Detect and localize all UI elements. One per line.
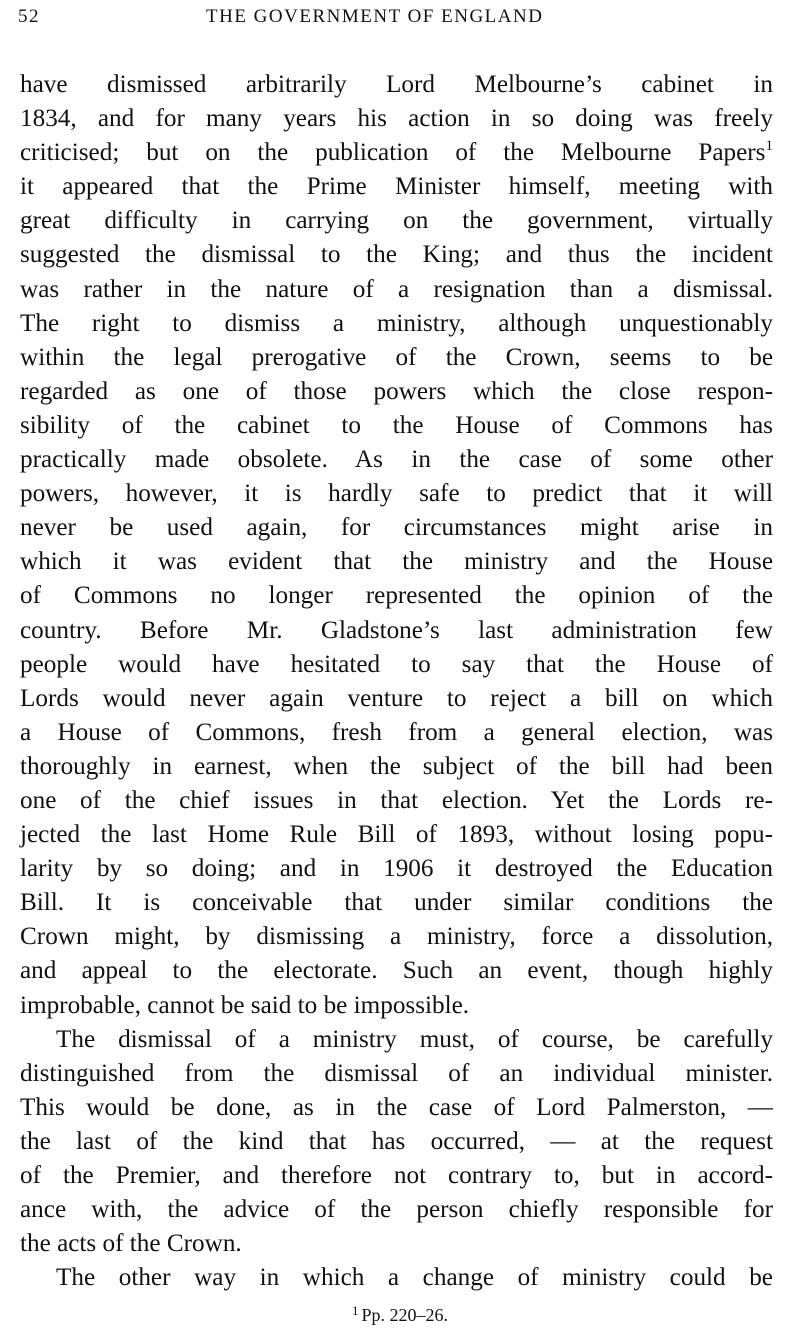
footnote <box>0 1303 800 1327</box>
text-line: jected the last Home Rule Bill of 1893, without losing popu- <box>20 821 773 849</box>
text-line: and appeal to the electorate. Such an event, though highly <box>20 957 773 985</box>
text-line: the acts of the Crown. <box>20 1230 242 1258</box>
text-line: of the Premier, and therefore not contrary to, but in accord- <box>20 1162 773 1189</box>
text-line: was rather in the nature of a resignation than a dismissal. <box>20 275 773 303</box>
text-line-with-footnote-ref <box>20 136 773 170</box>
text-line: distinguished from the dismissal of an individual minister. <box>20 1059 773 1087</box>
text-line: sibility of the cabinet to the House of Commons has <box>20 411 773 439</box>
text-line: practically made obsolete. As in the case of some other <box>20 446 773 474</box>
text-line: within the legal prerogative of the Crown, seems to be <box>20 343 773 371</box>
text-line: Lords would never again venture to reject a bill on which <box>20 684 773 712</box>
text-line: The dismissal of a ministry must, of course, be carefully <box>56 1025 773 1053</box>
paragraph-2 <box>20 1023 773 1262</box>
page-number: 52 <box>18 6 40 27</box>
text-line: of Commons no longer represented the opinion of the <box>20 582 773 610</box>
text-line: powers, however, it is hardly safe to predict that it will <box>20 480 773 508</box>
text-line: which it was evident that the ministry and the House <box>20 548 773 576</box>
text-line: people would have hesitated to say that the House of <box>20 650 773 678</box>
body-text <box>20 68 773 1295</box>
text-line: larity by so doing; and in 1906 it destroyed the Education <box>20 855 773 883</box>
footnote-reference: 1 <box>765 138 773 155</box>
text-line: The other way in which a change of ministry could be <box>56 1264 773 1292</box>
text-line: This would be done, as in the case of Lord Palmerston, — <box>20 1093 773 1121</box>
text-line: a House of Commons, fresh from a general election, was <box>20 718 773 746</box>
text-line: ance with, the advice of the person chiefly responsible for <box>20 1196 773 1224</box>
text-line: it appeared that the Prime Minister himself, meeting with <box>20 173 773 201</box>
footnote-text: Pp. 220–26. <box>361 1305 448 1325</box>
footnote-mark: 1 <box>351 1303 359 1318</box>
text-line: 1834, and for many years his action in so doing was freely <box>20 105 773 133</box>
paragraph-1 <box>20 68 773 1023</box>
text-line: Crown might, by dismissing a ministry, force a dissolution, <box>20 923 773 951</box>
text-line: thoroughly in earnest, when the subject of the bill had been <box>20 752 773 780</box>
text-line: improbable, cannot be said to be impossible. <box>20 991 470 1019</box>
text-line: Bill. It is conceivable that under similar conditions the <box>20 889 773 917</box>
text-line: country. Before Mr. Gladstone’s last administration few <box>20 616 773 644</box>
text-line: suggested the dismissal to the King; and thus the incident <box>20 241 773 269</box>
text-line-content: criticised; but on the publication of the Melbourne Papers <box>20 139 766 167</box>
text-line: one of the chief issues in that election. Yet the Lords re- <box>20 786 773 814</box>
running-title: THE GOVERNMENT OF ENGLAND <box>206 6 544 27</box>
text-line: great difficulty in carrying on the government, virtually <box>20 207 773 235</box>
text-line: regarded as one of those powers which the close respon- <box>20 377 773 405</box>
text-line: have dismissed arbitrarily Lord Melbourne’s cabinet in <box>20 71 773 98</box>
text-line: never be used again, for circumstances might arise in <box>20 514 773 542</box>
paragraph-3 <box>20 1261 773 1295</box>
text-line: the last of the kind that has occurred, — at the request <box>20 1127 773 1155</box>
text-line: The right to dismiss a ministry, although unquestionably <box>20 309 773 337</box>
running-head <box>18 6 770 34</box>
